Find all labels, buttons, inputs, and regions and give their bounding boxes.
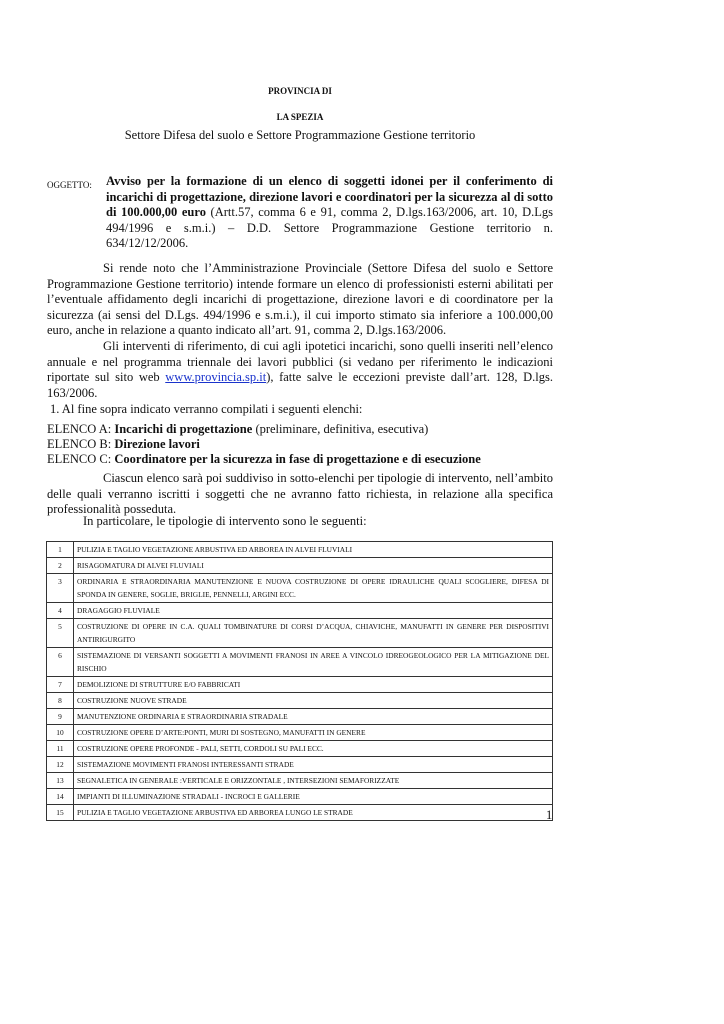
elenco-b — [47, 437, 567, 452]
table-row — [47, 558, 553, 574]
paragraph-tipologie-intro: In particolare, le tipologie di intervento sono le seguenti: — [83, 514, 367, 528]
elenco-c-prefix: ELENCO C: — [47, 452, 115, 466]
row-number: 8 — [47, 693, 74, 709]
row-description: PULIZIA E TAGLIO VEGETAZIONE ARBUSTIVA ED ARBOREA IN ALVEI FLUVIALI — [74, 542, 553, 558]
table-row — [47, 805, 553, 821]
row-number: 3 — [47, 574, 74, 603]
row-description: RISAGOMATURA DI ALVEI FLUVIALI — [74, 558, 553, 574]
row-description: PULIZIA E TAGLIO VEGETAZIONE ARBUSTIVA ED ARBOREA LUNGO LE STRADE — [74, 805, 553, 821]
oggetto-bold: Avviso per la formazione di un elenco di soggetti idonei per il conferimento di incarichi di progettazione, direzione lavori e coordinatori per la sicurezza al di sotto di 100.000,00 euro — [106, 174, 553, 219]
row-number: 15 — [47, 805, 74, 821]
paragraph-interventi-before: Gli interventi di riferimento, di cui agli ipotetici incarichi, sono quelli inseriti nell’elenco annuale e nel programma triennale dei lavori pubblici (si vedano per riferimento le indicazioni riportate sul sito web — [47, 339, 553, 384]
paragraph-intro: Si rende noto che l’Amministrazione Provinciale (Settore Difesa del suolo e Settore Programmazione Gestione territorio) intende formare un elenco di professionisti esterni abilitati per l’eventuale affidamento degli incarichi di progettazione, direzione lavori e di coordinatore per la sicurezza (ai sensi del D.Lgs. 494/1996 e s.m.i.), il cui importo stimato sia inferiore a 100.000,00 euro, anche in relazione a quanto indicato all’art. 91, comma 2, D.lgs.163/2006. — [47, 261, 553, 337]
row-number: 14 — [47, 789, 74, 805]
elenco-b-prefix: ELENCO B: — [47, 437, 115, 451]
table-row — [47, 741, 553, 757]
paragraph-elenchi-intro: 1. Al fine sopra indicato verranno compilati i seguenti elenchi: — [50, 402, 363, 416]
table-row — [47, 773, 553, 789]
table-row — [47, 574, 553, 603]
elenco-a-title: Incarichi di progettazione — [114, 422, 253, 436]
header-la-spezia: LA SPEZIA — [276, 112, 324, 122]
paragraph-interventi — [47, 339, 553, 401]
row-description: SISTEMAZIONE DI VERSANTI SOGGETTI A MOVIMENTI FRANOSI IN AREE A VINCOLO IDREOGEOLOGICO PER LA MITIGAZIONE DEL RISCHIO — [74, 648, 553, 677]
row-number: 13 — [47, 773, 74, 789]
paragraph-interventi-after: ), fatte salve le eccezioni previste dall’art. 128, D.lgs. 163/2006. — [47, 370, 553, 400]
row-description: COSTRUZIONE NUOVE STRADE — [74, 693, 553, 709]
row-number: 4 — [47, 603, 74, 619]
row-description: ORDINARIA E STRAORDINARIA MANUTENZIONE E NUOVA COSTRUZIONE DI OPERE IDRAULICHE QUALI SCOGLIERE, DIFESA DI SPONDA IN GENERE, SOGLIE, BRIGLIE, PENNELLI, ARGINI ECC. — [74, 574, 553, 603]
page-number: 1 — [546, 808, 553, 822]
website-link[interactable]: www.provincia.sp.it — [165, 370, 267, 384]
oggetto-text — [106, 174, 553, 252]
elenco-c-title: Coordinatore per la sicurezza in fase di progettazione e di esecuzione — [114, 452, 481, 466]
elenco-a-note: (preliminare, definitiva, esecutiva) — [252, 422, 429, 436]
row-description: COSTRUZIONE OPERE D’ARTE:PONTI, MURI DI SOSTEGNO, MANUFATTI IN GENERE — [74, 725, 553, 741]
row-description: SISTEMAZIONE MOVIMENTI FRANOSI INTERESSANTI STRADE — [74, 757, 553, 773]
table-row — [47, 709, 553, 725]
table-row — [47, 693, 553, 709]
elenco-b-title: Direzione lavori — [114, 437, 200, 451]
table-row — [47, 648, 553, 677]
table-row — [47, 677, 553, 693]
elenco-c — [47, 452, 567, 467]
table-row — [47, 603, 553, 619]
table-row — [47, 542, 553, 558]
paragraph-sottoelenchi: Ciascun elenco sarà poi suddiviso in sotto-elenchi per tipologie di intervento, nell’ambito delle quali verranno iscritti i soggetti che ne avranno fatto richiesta, in relazione alla specifica professionalità posseduta. — [47, 471, 553, 516]
row-number: 11 — [47, 741, 74, 757]
oggetto-normal: (Artt.57, comma 6 e 91, comma 2, D.lgs.163/2006, art. 10, D.Lgs 494/1996 e s.m.i.) – D.D. Settore Programmazione Gestione territorio n. 634/12/12/2006. — [106, 205, 554, 250]
row-number: 9 — [47, 709, 74, 725]
elenco-a — [47, 422, 567, 437]
row-number: 7 — [47, 677, 74, 693]
row-description: SEGNALETICA IN GENERALE :VERTICALE E ORIZZONTALE , INTERSEZIONI SEMAFORIZZATE — [74, 773, 553, 789]
row-number: 2 — [47, 558, 74, 574]
table-row — [47, 619, 553, 648]
tipologie-table — [46, 541, 553, 821]
header-provincia: PROVINCIA DI — [268, 86, 332, 96]
row-number: 12 — [47, 757, 74, 773]
row-description: DRAGAGGIO FLUVIALE — [74, 603, 553, 619]
row-description: MANUTENZIONE ORDINARIA E STRAORDINARIA STRADALE — [74, 709, 553, 725]
row-description: IMPIANTI DI ILLUMINAZIONE STRADALI - INCROCI E GALLERIE — [74, 789, 553, 805]
row-description: COSTRUZIONE OPERE PROFONDE - PALI, SETTI, CORDOLI SU PALI ECC. — [74, 741, 553, 757]
header-settore: Settore Difesa del suolo e Settore Programmazione Gestione territorio — [124, 128, 476, 142]
elenco-a-prefix: ELENCO A: — [47, 422, 115, 436]
table-row — [47, 725, 553, 741]
row-number: 6 — [47, 648, 74, 677]
row-number: 5 — [47, 619, 74, 648]
table-row — [47, 757, 553, 773]
row-description: DEMOLIZIONE DI STRUTTURE E/O FABBRICATI — [74, 677, 553, 693]
oggetto-label: OGGETTO: — [47, 180, 92, 190]
table-row — [47, 789, 553, 805]
row-description: COSTRUZIONE DI OPERE IN C.A. QUALI TOMBINATURE DI CORSI D’ACQUA, CHIAVICHE, MANUFATTI IN GENERE PER DISPOSITIVI ANTIRIGURGITO — [74, 619, 553, 648]
row-number: 10 — [47, 725, 74, 741]
row-number: 1 — [47, 542, 74, 558]
